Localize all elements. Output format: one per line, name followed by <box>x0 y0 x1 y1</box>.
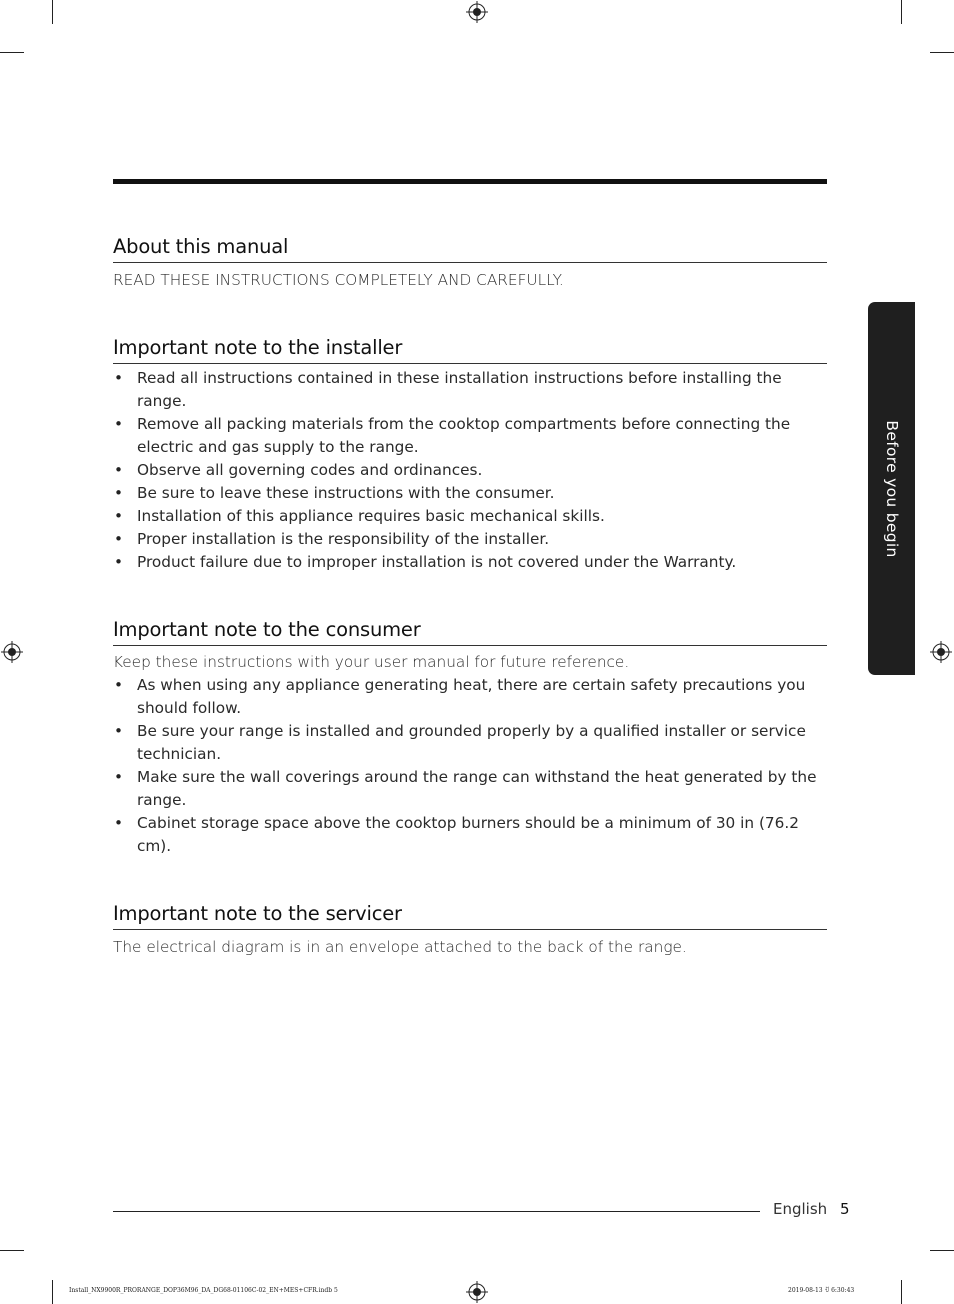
crop-mark <box>52 0 53 24</box>
list-item: • As when using any appliance generating heat, there are certain safety precautions you should follow. <box>113 674 827 720</box>
chapter-side-tab <box>868 302 915 675</box>
section-heading-consumer: Important note to the consumer <box>113 618 827 646</box>
crop-mark <box>930 1250 954 1251</box>
section-heading-servicer: Important note to the servicer <box>113 902 827 930</box>
print-slug-file: Install_NX9900R_PRORANGE_DOP36M96_DA_DG68-01106C-02_EN+MES+CFR.indb 5 <box>69 1287 338 1294</box>
crop-mark <box>901 0 902 24</box>
crop-mark <box>52 1280 53 1304</box>
registration-mark-icon <box>466 1 488 23</box>
servicer-text: The electrical diagram is in an envelope attached to the back of the range. <box>113 938 687 956</box>
section-heading-about: About this manual <box>113 235 827 263</box>
registration-mark-icon <box>466 1281 488 1303</box>
crop-mark <box>0 52 24 53</box>
list-item: • Make sure the wall coverings around the range can withstand the heat generated by the range. <box>113 766 827 812</box>
list-item: • Read all instructions contained in these installation instructions before installing the range. <box>113 367 827 413</box>
list-item: • Remove all packing materials from the cooktop compartments before connecting the electric and gas supply to the range. <box>113 413 827 459</box>
consumer-intro: Keep these instructions with your user manual for future reference. <box>113 653 630 671</box>
list-item: • Proper installation is the responsibility of the installer. <box>113 528 827 551</box>
chapter-top-rule <box>113 179 827 184</box>
crop-mark <box>0 1250 24 1251</box>
list-item: • Be sure your range is installed and grounded properly by a qualified installer or service technician. <box>113 720 827 766</box>
installer-bullet-list <box>113 367 827 574</box>
side-tab-label: Before you begin <box>882 419 901 558</box>
section-heading-installer: Important note to the installer <box>113 336 827 364</box>
page-number: 5 <box>840 1200 850 1218</box>
crop-mark <box>901 1280 902 1304</box>
about-text: READ THESE INSTRUCTIONS COMPLETELY AND CAREFULLY. <box>113 271 564 289</box>
list-item: • Product failure due to improper installation is not covered under the Warranty. <box>113 551 827 574</box>
list-item: • Installation of this appliance requires basic mechanical skills. <box>113 505 827 528</box>
crop-mark <box>930 52 954 53</box>
registration-mark-icon <box>1 641 23 663</box>
list-item: • Be sure to leave these instructions with the consumer. <box>113 482 827 505</box>
footer-rule <box>113 1211 760 1212</box>
registration-mark-icon <box>930 641 952 663</box>
footer-language: English <box>773 1200 828 1218</box>
list-item: • Observe all governing codes and ordinances. <box>113 459 827 482</box>
consumer-bullet-list <box>113 674 827 858</box>
print-slug-timestamp: 2019-08-13 ꀀ 6:30:43 <box>788 1287 855 1294</box>
list-item: • Cabinet storage space above the cooktop burners should be a minimum of 30 in (76.2 cm). <box>113 812 827 858</box>
